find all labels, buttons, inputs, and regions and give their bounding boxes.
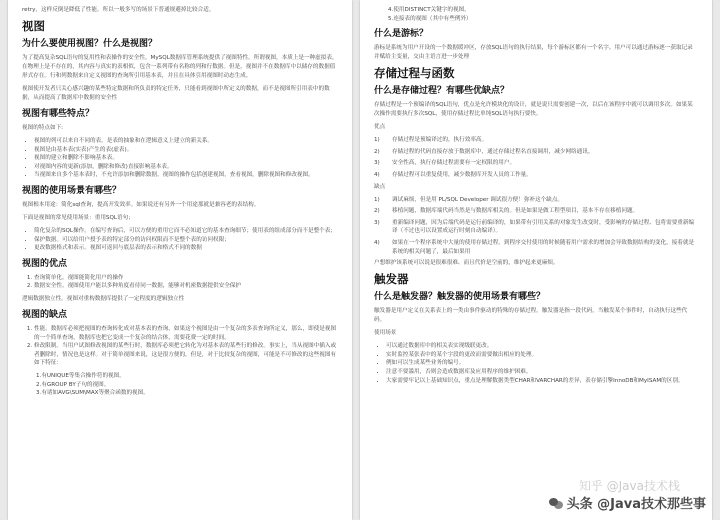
heading-view-advantages: 视图的优点 bbox=[22, 258, 68, 269]
section-title-procedures: 存储过程与函数 bbox=[374, 66, 455, 81]
list-item: • 简化复杂的SQL操作。在编写查询后，可以方便的重用它而不必知道它的基本查询细节；使用表的组成部分而不是整个表； bbox=[34, 227, 338, 236]
list-item: • 注意不要滥用，否则会造成数据库及应用程序的维护困难。 bbox=[386, 368, 698, 377]
watermark-text: 头条 @Java技术那些事 bbox=[566, 497, 706, 512]
procedure-disadvantages bbox=[374, 196, 698, 257]
list-item: • 更改数据格式和表示。视图可返回与底层表的表示和格式不同的数据 bbox=[34, 244, 338, 253]
procedure-advantages bbox=[374, 136, 698, 179]
list-item: • 实时监控某张表中的某个字段的更改而需要做出相应的处理。 bbox=[386, 351, 698, 360]
list-item: • 可以通过数据库中的相关表实现级联更改。 bbox=[386, 342, 698, 351]
unmodifiable-view-list-cont bbox=[374, 6, 698, 23]
paragraph-why-1: 为了提高复杂SQL语句的复用性和表操作的安全性，MySQL数据库管理系统提供了视图特性。所谓视图，本质上是一种虚拟表，在物理上是不存在的，其内容与真实的表相似，包含一系列带有名称的列和行数据。但是，视图并不在数据库中以储存的数据值形式存在。行和列数据来自定义视图的查询所引用基本表，并且在具体引用视图时动态生成。 bbox=[22, 55, 338, 79]
list-item: • 视图的建立和删除不影响基本表。 bbox=[34, 154, 338, 163]
intro-text: retry，这样反倒是降低了性能。所以一般多写的场景下普通规避掉比较合适。 bbox=[22, 7, 215, 13]
heading-view-features: 视图有哪些特点？ bbox=[22, 109, 95, 119]
list-item: 4) 如果在一个程序系统中大量的使用存储过程，到程序交付使用的时候随着用户需求的增加会导致数据结构的变化，接着就是系统的相关问题了，最后如果用 bbox=[374, 239, 695, 255]
paragraph-cursor: 游标是系统为用户开设的一个数据缓冲区，存放SQL语句的执行结果，每个游标区都有一个名字。用户可以通过游标逐一获取记录并赋给主变量，交由主语言进一步处理 bbox=[374, 45, 693, 61]
watermark bbox=[549, 493, 706, 512]
trigger-scenes-list bbox=[374, 342, 698, 385]
heading-why-view: 为什么要使用视图？什么是视图？ bbox=[22, 39, 158, 49]
paragraph-procedure: 存储过程是一个预编译的SQL语句，优点是允许模块化的设计，就是说只需要创建一次，以后在该程序中就可以调用多次。如果某次操作需要执行多次SQL，使用存储过程比单纯SQL语句执行要快。 bbox=[374, 102, 693, 118]
list-item: 1) 调试麻烦，但是用 PL/SQL Developer 调试很方便！弥补这个缺点。 bbox=[374, 196, 564, 203]
list-item: • 大家需要牢记以上基础知识点，重点是理解数据类型CHAR和VARCHAR的差异，表存储引擎InnoDB和MyISAM的区别。 bbox=[386, 377, 698, 386]
unmodifiable-view-list bbox=[22, 372, 338, 398]
document-page-left bbox=[8, 0, 352, 520]
label-disadvantages: 缺点 bbox=[374, 183, 386, 190]
list-item: 2) 存储过程的代码直接存放于数据库中，通过存储过程名直接调用，减少网络通讯。 bbox=[374, 148, 594, 155]
paragraph-procedure-end: 户想维护该系统可以说是很难很难、而且代价是空前的，维护起来更麻烦。 bbox=[374, 260, 559, 267]
paragraph-why-2: 视图使开发者只关心感兴趣的某些特定数据和所负责的特定任务，只能看到视图中所定义的数据，而不是视图所引用表中的数据，从而提高了数据库中数据的安全性 bbox=[22, 86, 330, 101]
document-page-right bbox=[360, 0, 712, 520]
list-item: 2) 移植问题，数据库端代码当然是与数据库相关的。但是如果是做工程型项目，基本不存在移植问题。 bbox=[374, 208, 639, 215]
list-item: 4) 存储过程可以重复使用，减少数据库开发人员的工作量。 bbox=[374, 171, 532, 178]
list-item: 3) 安全性高，执行存储过程需要有一定权限的用户。 bbox=[374, 160, 516, 167]
list-item: 1. 查询简单化。视图能简化用户的操作 bbox=[34, 274, 338, 283]
disadvantages-list bbox=[22, 325, 338, 368]
list-item: 2.有GROUP BY子句的视图。 bbox=[36, 381, 110, 388]
list-item: • 当视图来自多个基本表时，不允许添加和删除数据。视图的操作包括创建视图，查看视图，删除视图和修改视图。 bbox=[34, 171, 338, 180]
list-item: • 保护数据。可以给用户授予表的特定部分的访问权限而不是整个表的访问权限； bbox=[34, 236, 338, 245]
section-title-view: 视图 bbox=[22, 19, 45, 33]
label-advantages: 优点 bbox=[374, 124, 386, 131]
list-item: • 对视图内容的更新(添加，删除和修改)直接影响基本表。 bbox=[34, 163, 338, 172]
heading-trigger-question: 什么是触发器？触发器的使用场景有哪些？ bbox=[374, 292, 546, 303]
heading-view-disadvantages: 视图的缺点 bbox=[22, 309, 68, 320]
paragraph-trigger: 触发器是用户定义在关系表上的一类由事件驱动的特殊的存储过程。触发器是指一段代码，当触发某个事件时，自动执行这些代码。 bbox=[374, 308, 688, 324]
section-title-trigger: 触发器 bbox=[374, 272, 409, 287]
wechat-icon bbox=[549, 497, 563, 509]
list-item: 1. 性能。数据库必须把视图的查询转化成对基本表的查询，如果这个视图是由一个复杂的多表查询所定义，那么，即使是视图的一个简单查询，数据库也把它变成一个复杂的结合体，需要花费一定的时间。 bbox=[34, 325, 338, 342]
paragraph-scene-1: 视图根本用途：简化sql查询，提高开发效率。如果说还有另外一个用途那就是兼容老的表结构。 bbox=[22, 201, 260, 208]
list-item: 4.使用DISTINCT关键字的视图。 bbox=[388, 7, 470, 13]
heading-procedure-question: 什么是存储过程？有哪些优缺点？ bbox=[374, 86, 510, 97]
list-item: • 例如可以生成某些业务的编号。 bbox=[386, 359, 698, 368]
advantages-list bbox=[22, 274, 338, 291]
list-item: 2. 数据安全性。视图使用户能以多种角度看待同一数据，能够对机密数据提供安全保护 bbox=[34, 282, 338, 291]
list-item: 3) 重新编译问题，因为后端代码是运行前编译的，如果带有引用关系的对象发生改变时，受影响的存储过程、包将需要重新编译（不过也可以设置成运行时刻自动编译）。 bbox=[374, 219, 695, 235]
heading-cursor: 什么是游标？ bbox=[374, 29, 429, 40]
features-list bbox=[22, 137, 338, 180]
paragraph-advantage-3: 逻辑数据独立性。视图对重构数据库提供了一定程度的逻辑独立性 bbox=[22, 295, 185, 302]
scenes-list bbox=[22, 227, 338, 253]
list-item: 5.连接表的视图（其中有些例外） bbox=[388, 15, 472, 22]
list-item: 1) 存储过程是预编译过的，执行效率高。 bbox=[374, 137, 488, 144]
paragraph-scene-2: 下面是视图的常见使用场景：重用SQL语句； bbox=[22, 214, 134, 221]
label-scenes: 使用场景 bbox=[374, 330, 397, 337]
features-intro: 视图的特点如下: bbox=[22, 125, 64, 131]
watermark-faint: 知乎 @Java技术栈 bbox=[578, 479, 680, 493]
list-item: • 视图的列可以来自不同的表，是表的抽象和在逻辑意义上建立的新关系。 bbox=[34, 137, 338, 146]
list-item: 2. 修改限制。当用户试图修改视图的某些行时，数据库必须把它转化为对基本表的某些行的修改。事实上，当从视图中插入或者删除时，情况也是这样。对于简单视图来说，这是很方便的，但是，对于比较复杂的视图，可能是不可修改的这些视图有如下特征： bbox=[34, 342, 338, 368]
list-item: 3.有诸如AVG\SUM\MAX等聚合函数的视图。 bbox=[36, 390, 149, 397]
heading-view-scenes: 视图的使用场景有哪些？ bbox=[22, 185, 122, 196]
list-item: 1.有UNIQUE等集合操作符的视图。 bbox=[36, 372, 125, 379]
list-item: • 视图是由基本表(实表)产生的表(虚表)。 bbox=[34, 146, 338, 155]
